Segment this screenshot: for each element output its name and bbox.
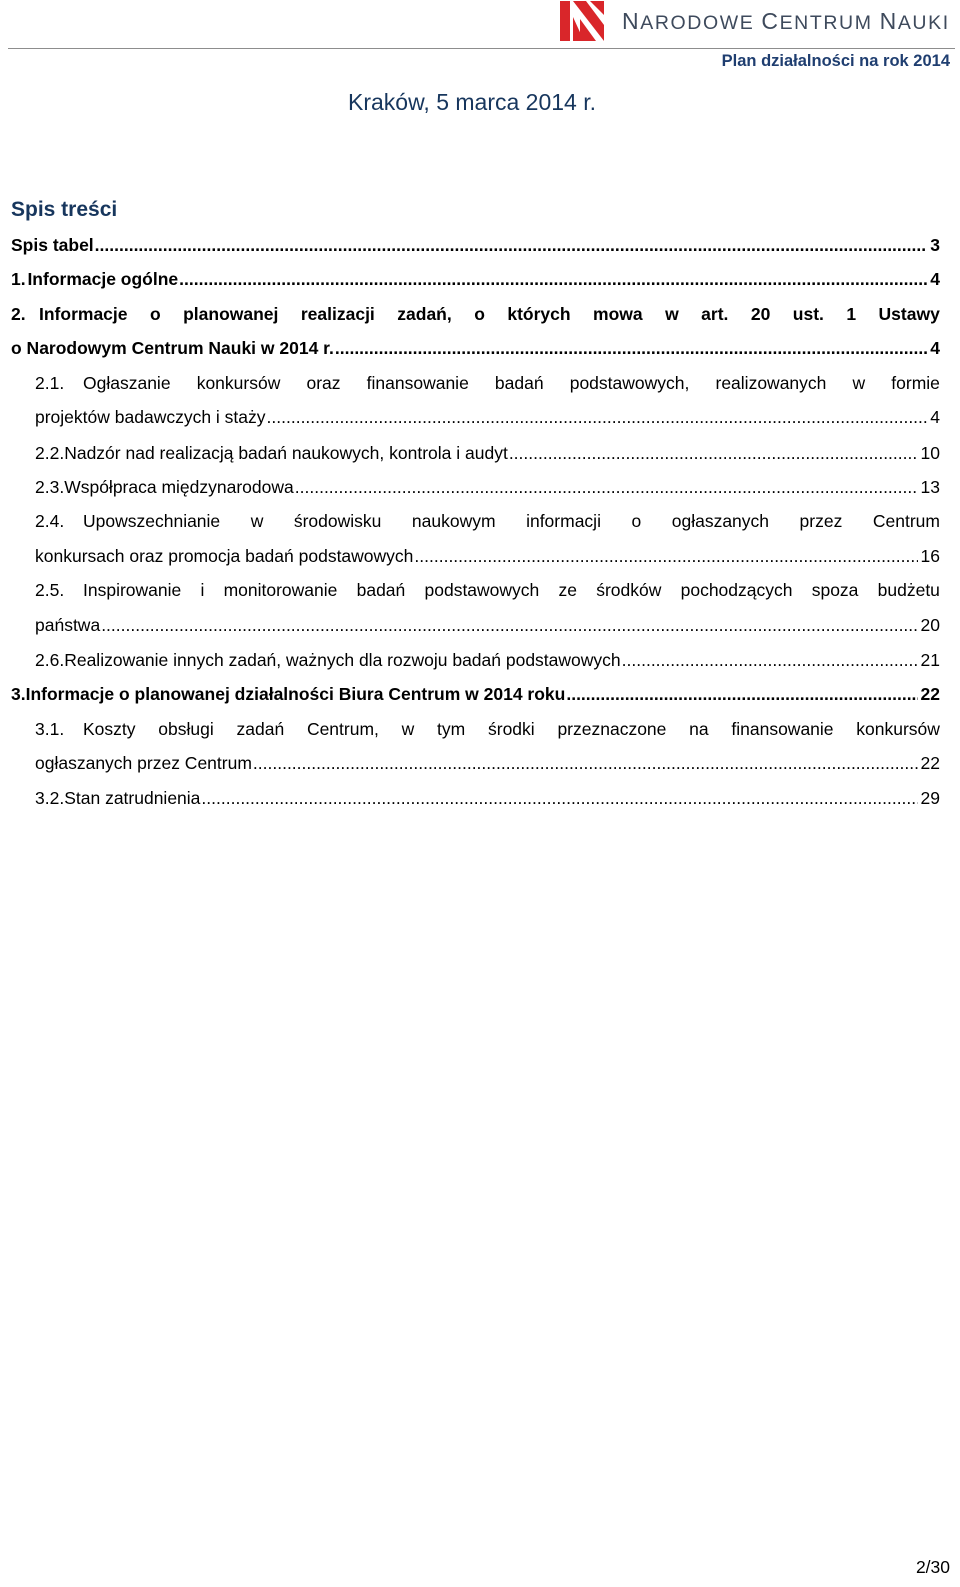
document-plan-title: Plan działalności na rok 2014 bbox=[721, 52, 950, 70]
toc-entry[interactable] bbox=[35, 650, 940, 671]
toc-entry-first-line[interactable] bbox=[35, 373, 940, 394]
toc-page-number: 4 bbox=[930, 407, 940, 427]
page-number: 2/30 bbox=[915, 1557, 950, 1577]
brand-name: NARODOWE CENTRUM NAUKI bbox=[622, 8, 950, 34]
toc-page-number: 13 bbox=[920, 477, 940, 497]
dot-leader bbox=[179, 269, 927, 290]
toc-entry-text: Inspirowanie i monitorowanie badań podstawowych ze środków pochodzących spoza budżetu bbox=[83, 580, 940, 600]
toc-entry-number: 2.3. bbox=[35, 477, 65, 497]
toc-entry-text: Upowszechnianie w środowisku naukowym informacji o ogłaszanych przez Centrum bbox=[83, 511, 940, 531]
dot-leader bbox=[253, 753, 918, 774]
toc-entry-text-cont: o Narodowym Centrum Nauki w 2014 r. bbox=[11, 338, 334, 358]
place-date: Kraków, 5 marca 2014 r. bbox=[348, 89, 597, 115]
toc-entry-number: 2. bbox=[11, 304, 26, 324]
toc-page-number: 10 bbox=[920, 443, 940, 463]
toc-entry-second-line[interactable] bbox=[35, 753, 940, 774]
toc-entry-text: Współpraca międzynarodowa bbox=[64, 477, 294, 497]
toc-entry-text: Informacje o planowanej realizacji zadań, o których mowa w art. 20 ust. 1 Ustawy bbox=[39, 304, 940, 324]
toc-page-number: 3 bbox=[930, 235, 940, 255]
header-divider bbox=[8, 48, 955, 49]
toc-page-number: 20 bbox=[920, 615, 940, 635]
dot-leader bbox=[566, 684, 917, 705]
toc-entry-text: Realizowanie innych zadań, ważnych dla rozwoju badań podstawowych bbox=[64, 650, 621, 670]
toc-entry[interactable] bbox=[11, 269, 940, 290]
toc-entry-text: Koszty obsługi zadań Centrum, w tym środki przeznaczone na finansowanie konkursów bbox=[83, 719, 940, 739]
dot-leader bbox=[101, 615, 917, 636]
toc-entry-number: 3.1. bbox=[35, 719, 65, 739]
toc-entry-first-line[interactable] bbox=[35, 719, 940, 740]
ncn-logo-icon bbox=[560, 1, 604, 41]
toc-entry-number: 2.1. bbox=[35, 373, 65, 393]
toc-entry-number: 1. bbox=[11, 269, 26, 289]
toc-entry-second-line[interactable] bbox=[35, 546, 940, 567]
toc-page-number: 4 bbox=[930, 269, 940, 289]
dot-leader bbox=[509, 443, 918, 464]
toc-entry-first-line[interactable] bbox=[35, 511, 940, 532]
dot-leader bbox=[201, 788, 917, 809]
toc-entry-first-line[interactable] bbox=[35, 580, 940, 601]
toc-entry-text: Spis tabel bbox=[11, 235, 94, 255]
dot-leader bbox=[295, 477, 918, 498]
toc-entry-number: 2.6. bbox=[35, 650, 65, 670]
toc-entry[interactable] bbox=[35, 788, 940, 809]
toc-page-number: 29 bbox=[920, 788, 940, 808]
toc-entry-text: Stan zatrudnienia bbox=[64, 788, 201, 808]
toc-entry-second-line[interactable] bbox=[35, 615, 940, 636]
toc-entry-number: 2.5. bbox=[35, 580, 65, 600]
dot-leader bbox=[414, 546, 917, 567]
toc-entry-text-cont: państwa bbox=[35, 615, 101, 635]
toc-page-number: 22 bbox=[920, 684, 940, 704]
toc-entry-text: Ogłaszanie konkursów oraz finansowanie badań podstawowych, realizowanych w formie bbox=[83, 373, 940, 393]
dot-leader bbox=[335, 338, 927, 359]
toc-entry-text-cont: konkursach oraz promocja badań podstawowych bbox=[35, 546, 414, 566]
toc-page-number: 21 bbox=[920, 650, 940, 670]
toc-page-number: 4 bbox=[930, 338, 940, 358]
toc-entry-number: 2.4. bbox=[35, 511, 65, 531]
toc-entry[interactable] bbox=[11, 235, 940, 256]
toc-entry-number: 3. bbox=[11, 684, 26, 704]
toc-entry-text: Informacje o planowanej działalności Biura Centrum w 2014 roku bbox=[25, 684, 566, 704]
toc-entry[interactable] bbox=[11, 684, 940, 705]
toc-entry-text: Nadzór nad realizacją badań naukowych, kontrola i audyt bbox=[64, 443, 508, 463]
toc-page-number: 16 bbox=[920, 546, 940, 566]
page-header bbox=[0, 0, 960, 80]
dot-leader bbox=[267, 407, 928, 428]
toc-entry-text-cont: ogłaszanych przez Centrum bbox=[35, 753, 252, 773]
toc-entry-second-line[interactable] bbox=[35, 407, 940, 428]
toc-entry-text-cont: projektów badawczych i staży bbox=[35, 407, 266, 427]
toc-entry-text: Informacje ogólne bbox=[27, 269, 179, 289]
toc-entry-number: 2.2. bbox=[35, 443, 65, 463]
toc-title: Spis treści bbox=[11, 198, 118, 221]
dot-leader bbox=[95, 235, 928, 256]
toc-entry[interactable] bbox=[35, 477, 940, 498]
dot-leader bbox=[622, 650, 918, 671]
toc-entry-second-line[interactable] bbox=[11, 338, 940, 359]
toc-page-number: 22 bbox=[920, 753, 940, 773]
toc-entry[interactable] bbox=[35, 443, 940, 464]
toc-entry-first-line[interactable] bbox=[11, 304, 940, 325]
toc-entry-number: 3.2. bbox=[35, 788, 65, 808]
